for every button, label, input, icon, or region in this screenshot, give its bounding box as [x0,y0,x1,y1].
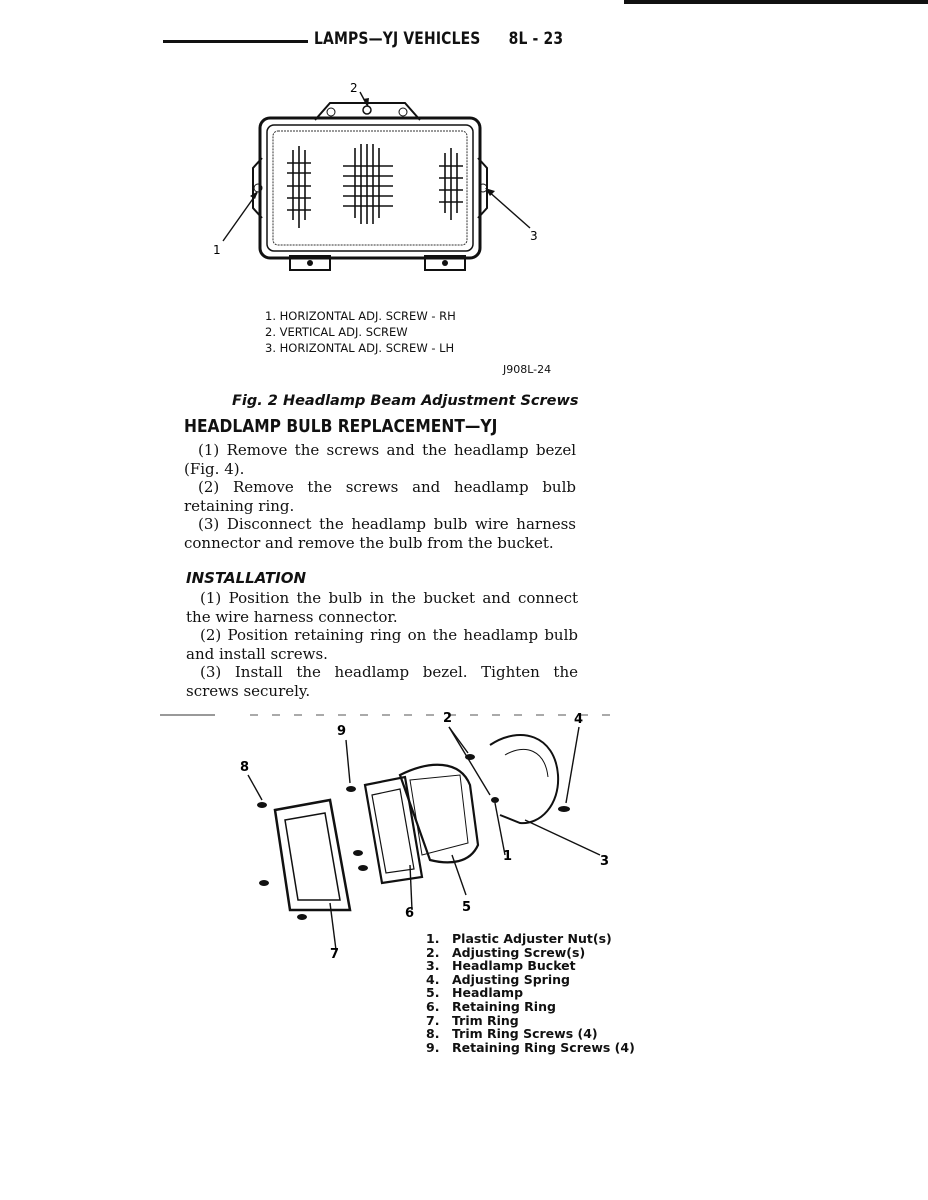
header-page-number: 8L - 23 [508,29,564,49]
fig2-legend-item: 2. Adjusting Screw(s) [426,944,586,960]
fig2-callout-1: 1 [503,849,513,864]
fig2-callout-3: 3 [600,854,610,869]
fig1-callout-3: 3 [530,229,538,243]
header-rule [163,40,308,43]
fig2-callout-5: 5 [462,900,472,915]
fig2-legend-item: 8. Trim Ring Screws (4) [426,1026,598,1042]
fig1-legend-item: 3. HORIZONTAL ADJ. SCREW - LH [265,341,455,355]
installation-step: (2) Position retaining ring on the headlamp bulb and install screws. [186,626,578,663]
fig2-callout-4: 4 [574,712,584,727]
installation-step: (3) Install the headlamp bezel. Tighten the screws securely. [186,663,578,700]
fig2-callout-2: 2 [443,711,453,726]
removal-step: (3) Disconnect the headlamp bulb wire harness connector and remove the bulb from the bucket. [184,515,576,552]
fig2-legend-item: 1. Plastic Adjuster Nut(s) [426,931,612,946]
figure-1-drawing [205,78,550,278]
fig1-legend-item: 2. VERTICAL ADJ. SCREW [265,325,408,339]
fig1-callout-2: 2 [350,81,358,95]
fig2-legend-item: 5. Headlamp [426,985,524,1001]
removal-step: (2) Remove the screws and headlamp bulb retaining ring. [184,478,576,515]
fig2-legend-item: 6. Retaining Ring [426,998,556,1014]
section-heading: HEADLAMP BULB REPLACEMENT—YJ [184,416,498,437]
fig2-legend-item: 3. Headlamp Bucket [426,958,576,974]
figure-1-caption: Fig. 2 Headlamp Beam Adjustment Screws [232,393,579,409]
figure-2-legend [426,932,635,1054]
installation-steps [186,589,578,700]
running-header [314,29,563,49]
installation-heading: INSTALLATION [186,569,307,587]
removal-steps [184,441,576,552]
top-edge-rule [624,0,928,4]
fig2-legend-item: 9. Retaining Ring Screws (4) [426,1039,635,1055]
header-title: LAMPS—YJ VEHICLES [314,29,481,49]
fig2-legend-item: 4. Adjusting Spring [426,971,570,987]
fig2-callout-9: 9 [337,724,347,739]
fig2-callout-7: 7 [330,947,340,962]
fig1-legend-item: 1. HORIZONTAL ADJ. SCREW - RH [265,309,456,323]
installation-step: (1) Position the bulb in the bucket and connect the wire harness connector. [186,589,578,626]
fig2-callout-8: 8 [240,760,250,775]
figure-1-id: J908L-24 [503,363,552,376]
fig2-callout-6: 6 [405,906,415,921]
fig1-callout-1: 1 [213,243,221,257]
figure-1-legend [265,308,456,356]
removal-step: (1) Remove the screws and the headlamp bezel (Fig. 4). [184,441,576,478]
fig2-legend-item: 7. Trim Ring [426,1012,519,1028]
